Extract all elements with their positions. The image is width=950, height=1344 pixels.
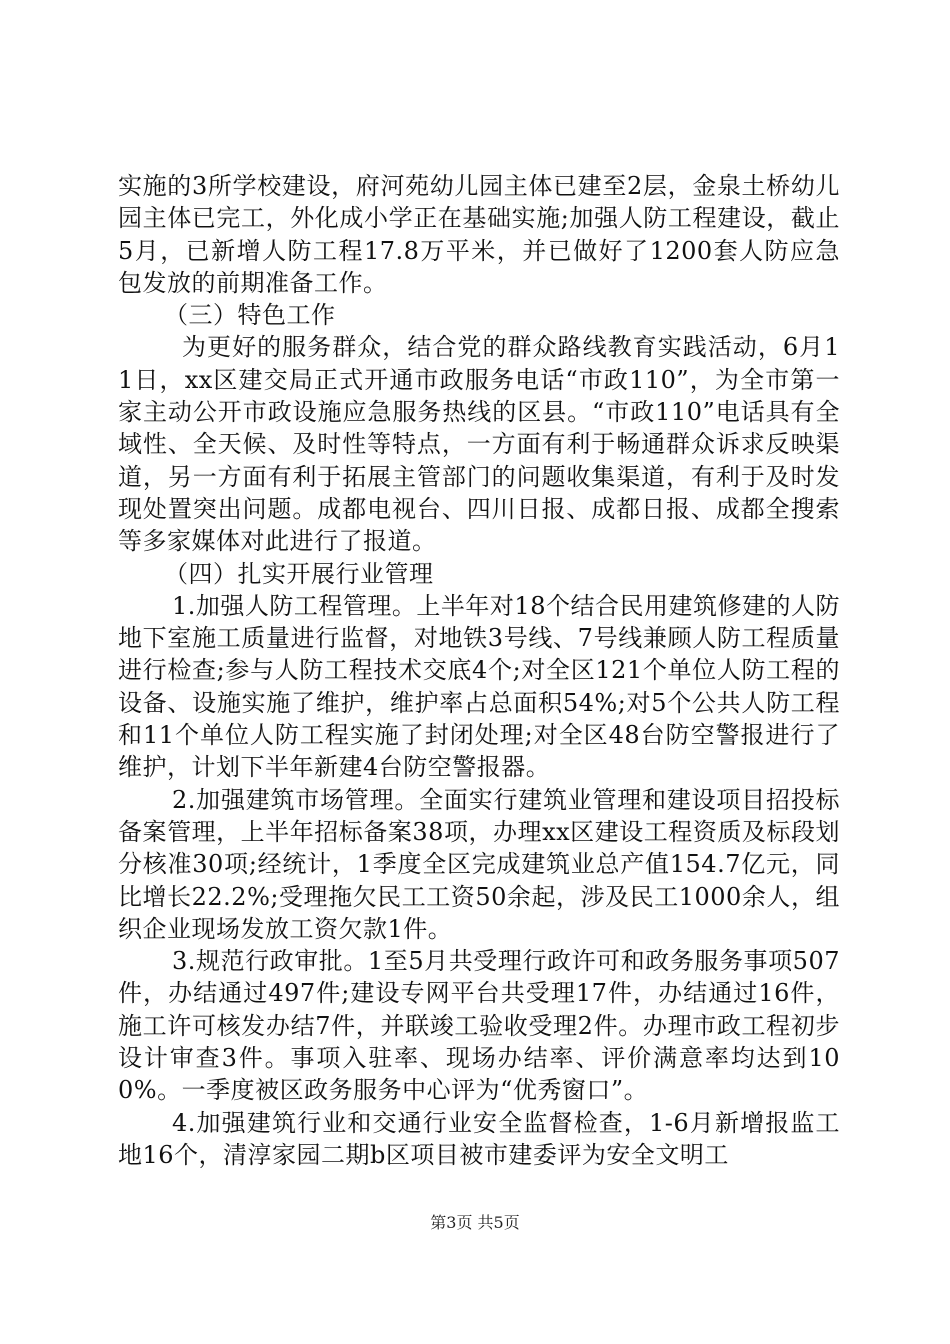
item-civil-defense-management: 1.加强人防工程管理。上半年对18个结合民用建筑修建的人防地下室施工质量进行监督，对地铁3号线、7号线兼顾人防工程质量进行检查;参与人防工程技术交底4个;对全区121个单位人防工程的设备、设施实施了维护，维护率占总面积54%;对5个公共人防工程和11个单位人防工程实施了封闭处理;对全区48台防空警报进行了维护，计划下半年新建4台防空警报器。	[118, 591, 840, 782]
section-heading-industry-management: （四）扎实开展行业管理	[164, 559, 434, 588]
document-body	[118, 170, 840, 1171]
paragraph-municipal-hotline: 为更好的服务群众，结合党的群众路线教育实践活动，6月11日，xx区建交局正式开通市政服务电话“市政110”，为全市第一家主动公开市政设施应急服务热线的区县。“市政110”电话具有全域性、全天候、及时性等特点，一方面有利于畅通群众诉求反映渠道，另一方面有利于拓展主管部门的问题收集渠道，有利于及时发现处置突出问题。成都电视台、四川日报、成都日报、成都全搜索等多家媒体对此进行了报道。	[118, 333, 840, 556]
section-heading-featured-work: （三）特色工作	[164, 301, 336, 330]
item-safety-supervision: 4.加强建筑行业和交通行业安全监督检查，1-6月新增报监工地16个，清淳家园二期b区项目被市建委评为安全文明工	[118, 1108, 840, 1169]
item-administrative-approval: 3.规范行政审批。1至5月共受理行政许可和政务服务事项507件，办结通过497件;建设专网平台共受理17件，办结通过16件，施工许可核发办结7件，并联竣工验收受理2件。办理市政工程初步设计审查3件。事项入驻率、现场办结率、评价满意率均达到100%。一季度被区政务服务中心评为“优秀窗口”。	[118, 947, 840, 1105]
paragraph-school-construction: 实施的3所学校建设，府河苑幼儿园主体已建至2层，金泉土桥幼儿园主体已完工，外化成小学正在基础实施;加强人防工程建设，截止5月，已新增人防工程17.8万平米，并已做好了1200套人防应急包发放的前期准备工作。	[118, 172, 840, 297]
item-construction-market-management: 2.加强建筑市场管理。全面实行建筑业管理和建设项目招投标备案管理，上半年招标备案38项，办理xx区建设工程资质及标段划分核准30项;经统计，1季度全区完成建筑业总产值154.7亿元，同比增长22.2%;受理拖欠民工工资50余起，涉及民工1000余人，组织企业现场发放工资欠款1件。	[118, 785, 840, 943]
page-footer: 第3页 共5页	[430, 1213, 520, 1232]
